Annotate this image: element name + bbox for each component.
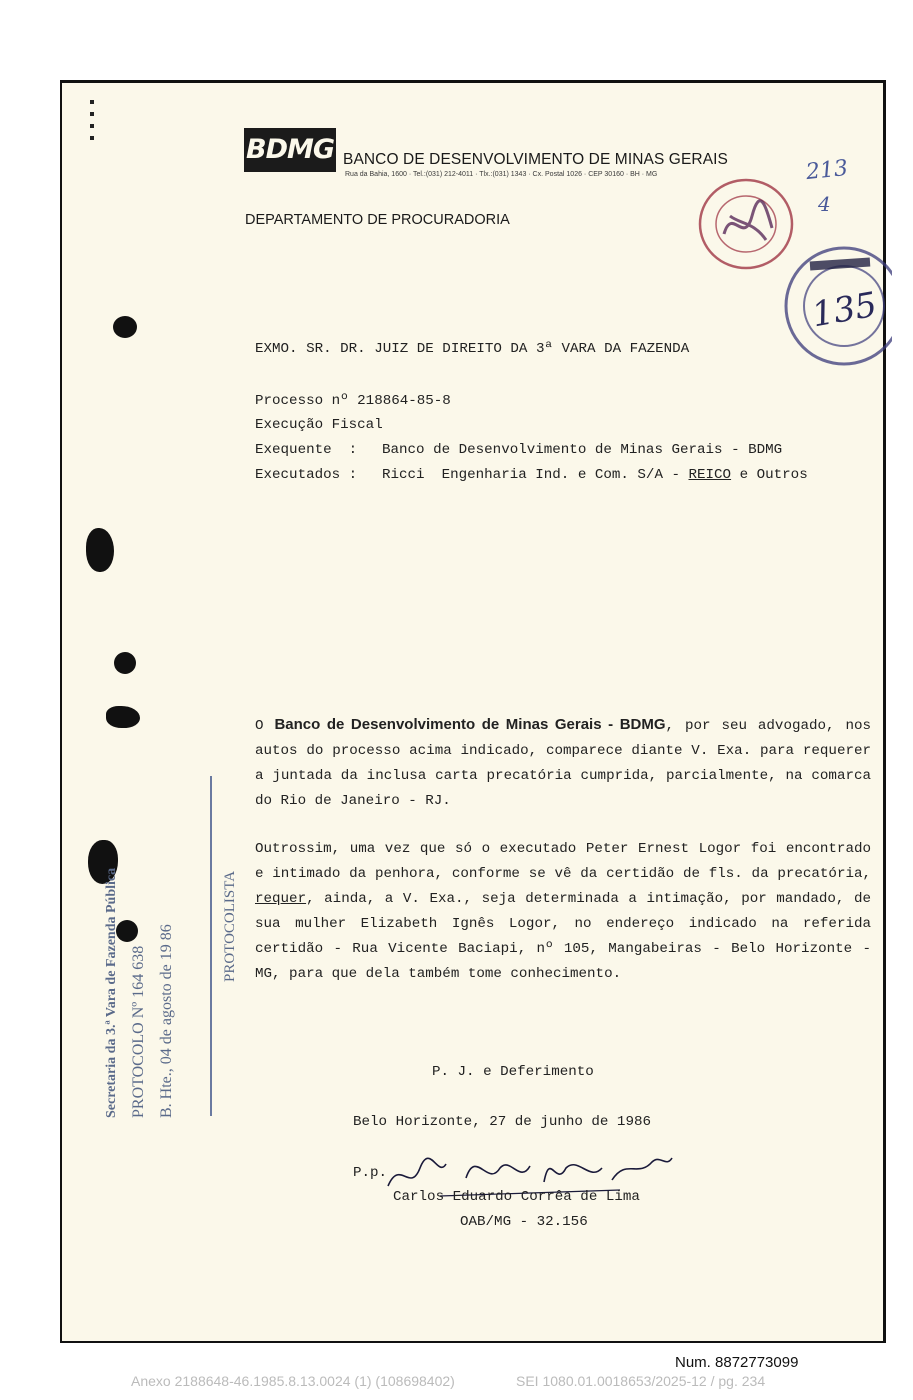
paragraph-intimation: Outrossim, uma vez que só o executado Peter Ernest Logor foi encontrado e intimado da penhora, conforme se vê da certidão de fls. da precatória, requer, ainda, a V. Exa., seja determinada a intimação, por mandado, de sua mulher Elizabeth Ignês Logor, no endereço indicado na referida certidão - Rua Vicente Baciapi, nº 105, Mangabeiras - Belo Horizonte - MG, para que dela também tome conhecimento. [255, 841, 871, 982]
bank-name-bold: Banco de Desenvolvimento de Minas Gerais - BDMG [274, 716, 666, 733]
stamp-handwritten-number: 135 [809, 284, 880, 336]
stamp-protocol-number: PROTOCOLO Nº 164 638 [130, 945, 147, 1118]
requer-underlined: requer [255, 891, 307, 907]
lawyer-name: Carlos Eduardo Corrêa de Lima [393, 1189, 640, 1205]
court-seal-stamp [696, 176, 796, 272]
stamp-secretariat: Secretaria da 3.ª Vara de Fazenda Pública [104, 867, 119, 1118]
ink-blot [106, 706, 140, 728]
stamp-date: B. Hte., 04 de agosto de 19 86 [158, 924, 175, 1118]
process-number: Processo nº 218864-85-8 [255, 393, 451, 409]
ink-blot [86, 528, 114, 572]
bank-address: Rua da Bahia, 1600 · Tel.:(031) 212-4011 · Tlx.:(031) 1343 · Cx. Postal 1026 · CEP 30160 · BH · MG [345, 171, 658, 178]
department-title: DEPARTAMENTO DE PROCURADORIA [245, 212, 510, 228]
sei-reference: SEI 1080.01.0018653/2025-12 / pg. 234 [516, 1373, 766, 1389]
annex-reference: Anexo 2188648-46.1985.8.13.0024 (1) (108698402) [131, 1373, 455, 1389]
handwritten-sub-number: 4 [818, 192, 831, 216]
ink-blot [114, 652, 136, 674]
handwritten-page-number: 213 [804, 155, 850, 186]
stamp-protocolista: PROTOCOLISTA [222, 870, 238, 982]
recipient-line: EXMO. SR. DR. JUIZ DE DIREITO DA 3ª VARA DA FAZENDA [255, 341, 690, 357]
exequente-value: Banco de Desenvolvimento de Minas Gerais - BDMG [382, 442, 783, 458]
executados-value: Ricci Engenharia Ind. e Com. S/A - REICO e Outros [382, 467, 808, 483]
place-date: Belo Horizonte, 27 de junho de 1986 [353, 1114, 651, 1130]
process-type: Execução Fiscal [255, 417, 383, 433]
bdmg-logo: BDMG [244, 128, 336, 172]
exequente-label: Exequente : [255, 442, 358, 458]
margin-marks [90, 100, 94, 146]
document-number: Num. 8872773099 [675, 1354, 799, 1371]
executados-label: Executados : [255, 467, 358, 483]
stamp-divider [210, 776, 212, 1116]
bank-name: BANCO DE DESENVOLVIMENTO DE MINAS GERAIS [343, 151, 728, 168]
reico-underlined: REICO [688, 467, 732, 483]
pp-label: P.p. [353, 1165, 388, 1181]
closing-request: P. J. e Deferimento [432, 1064, 594, 1080]
ink-blot [113, 316, 137, 338]
paragraph-request: O Banco de Desenvolvimento de Minas Gerais - BDMG, por seu advogado, nos autos do processo acima indicado, comparece diante V. Exa. para requerer a juntada da inclusa carta precatória cumprida, parcialmente, na comarca do Rio de Janeiro - RJ. [255, 716, 871, 809]
oab-number: OAB/MG - 32.156 [460, 1214, 588, 1230]
